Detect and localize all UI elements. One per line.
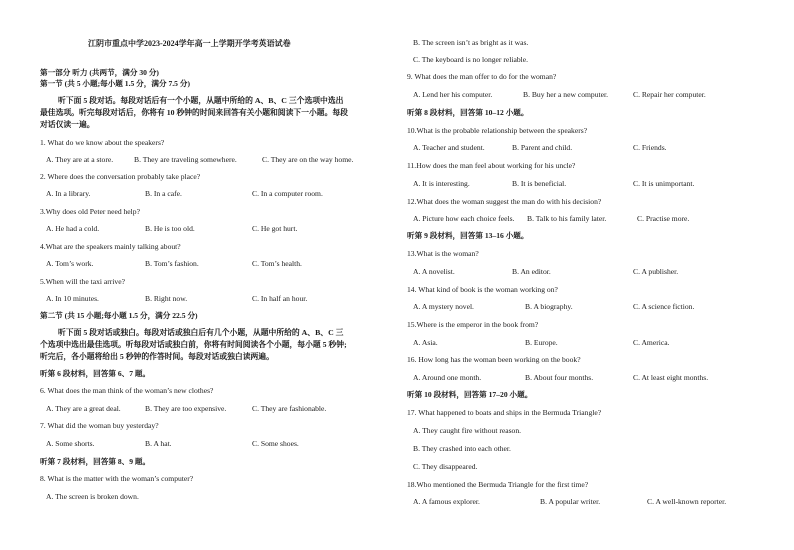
option-a: A. Asia.: [413, 338, 438, 347]
option-b: B. He is too old.: [145, 224, 195, 233]
question-stem: 8. What is the matter with the woman’s computer?: [40, 474, 194, 483]
question-stem: 15.Where is the emperor in the book from?: [407, 320, 539, 329]
exam-title: 江阴市重点中学2023-2024学年高一上学期开学考英语试卷: [88, 39, 291, 48]
option-b: B. Right now.: [145, 294, 188, 303]
question-stem: 3.Why does old Peter need help?: [40, 207, 140, 216]
option-b: B. Buy her a new computer.: [523, 90, 608, 99]
question-stem: 6. What does the man think of the woman’s new clothes?: [40, 386, 214, 395]
option-c: C. A publisher.: [633, 267, 679, 276]
section2-instructions-line: 听完后，各小题将给出 5 秒钟的作答时间。每段对话或独白读两遍。: [40, 352, 274, 361]
question-stem: 7. What did the woman buy yesterday?: [40, 421, 159, 430]
option-a: A. The screen is broken down.: [46, 492, 139, 501]
option-b: B. Talk to his family later.: [527, 214, 607, 223]
option-b: B. The screen isn’t as bright as it was.: [413, 38, 529, 47]
section1-instructions-line: 最佳选项。听完每段对话后，你将有 10 秒钟的时间来回答有关小题和阅读下一小题。每段: [40, 108, 348, 117]
question-stem: 4.What are the speakers mainly talking about?: [40, 242, 181, 251]
option-a: A. They are at a store.: [46, 155, 114, 164]
option-a: A. Some shorts.: [46, 439, 95, 448]
option-c: C. America.: [633, 338, 670, 347]
option-c: C. In half an hour.: [252, 294, 308, 303]
option-c: C. They are on the way home.: [262, 155, 354, 164]
option-a: A. Teacher and student.: [413, 143, 485, 152]
option-b: B. They are traveling somewhere.: [134, 155, 237, 164]
section1-instructions-line: 对话仅读一遍。: [40, 120, 95, 129]
option-b: B. An editor.: [512, 267, 551, 276]
option-b: B. They are too expensive.: [145, 404, 227, 413]
option-a: A. A famous explorer.: [413, 497, 480, 506]
option-c: C. Friends.: [633, 143, 667, 152]
question-stem: 14. What kind of book is the woman working on?: [407, 285, 558, 294]
question-stem: 16. How long has the woman been working on the book?: [407, 355, 581, 364]
option-c: C. He got hurt.: [252, 224, 298, 233]
option-c: C. In a computer room.: [252, 189, 323, 198]
section2-instructions-line: 听下面 5 段对话或独白。每段对话或独白后有几个小题，从题中所给的 A、B、C 三: [58, 328, 344, 337]
option-c: C. A well-known reporter.: [647, 497, 727, 506]
question-stem: 11.How does the man feel about working for his uncle?: [407, 161, 576, 170]
option-c: C. The keyboard is no longer reliable.: [413, 55, 528, 64]
group-heading: 听第 10 段材料，回答第 17–20 小题。: [407, 390, 533, 399]
option-c: C. A science fiction.: [633, 302, 695, 311]
option-a: A. In 10 minutes.: [46, 294, 99, 303]
option-b: B. In a cafe.: [145, 189, 182, 198]
question-stem: 9. What does the man offer to do for the woman?: [407, 72, 557, 81]
option-a: A. It is interesting.: [413, 179, 470, 188]
option-a: A. Around one month.: [413, 373, 482, 382]
option-c: C. It is unimportant.: [633, 179, 695, 188]
question-stem: 5.When will the taxi arrive?: [40, 277, 125, 286]
option-c: C. Some shoes.: [252, 439, 299, 448]
question-stem: 18.Who mentioned the Bermuda Triangle for the first time?: [407, 480, 589, 489]
option-c: C. Tom’s health.: [252, 259, 302, 268]
option-a: A. Lend her his computer.: [413, 90, 493, 99]
part1-heading: 第一部分 听力 (共两节，满分 30 分): [40, 68, 159, 77]
option-a: A. In a library.: [46, 189, 91, 198]
group-heading: 听第 6 段材料，回答第 6、7 题。: [40, 369, 151, 378]
option-c: C. Practise more.: [637, 214, 690, 223]
option-c: C. They disappeared.: [413, 462, 478, 471]
option-c: C. They are fashionable.: [252, 404, 327, 413]
section2-heading: 第二节 (共 15 小题;每小题 1.5 分，满分 22.5 分): [40, 311, 198, 320]
section1-heading: 第一节 (共 5 小题;每小题 1.5 分，满分 7.5 分): [40, 79, 190, 88]
option-b: B. Europe.: [525, 338, 558, 347]
option-a: A. A novelist.: [413, 267, 455, 276]
question-stem: 2. Where does the conversation probably take place?: [40, 172, 201, 181]
option-a: A. Picture how each choice feels.: [413, 214, 515, 223]
option-b: B. Tom’s fashion.: [145, 259, 199, 268]
option-b: B. About four months.: [525, 373, 594, 382]
option-b: B. It is beneficial.: [512, 179, 567, 188]
option-c: C. Repair her computer.: [633, 90, 706, 99]
option-a: A. They caught fire without reason.: [413, 426, 522, 435]
option-b: B. A popular writer.: [540, 497, 601, 506]
section2-instructions-line: 个选项中选出最佳选项。听每段对话或独白前，你将有时间阅读各个小题，每小题 5 秒钟;: [40, 340, 347, 349]
option-a: A. Tom’s work.: [46, 259, 94, 268]
group-heading: 听第 8 段材料，回答第 10–12 小题。: [407, 108, 529, 117]
question-stem: 1. What do we know about the speakers?: [40, 138, 165, 147]
question-stem: 12.What does the woman suggest the man do with his decision?: [407, 197, 602, 206]
option-b: B. A hat.: [145, 439, 172, 448]
option-c: C. At least eight months.: [633, 373, 709, 382]
group-heading: 听第 7 段材料，回答第 8、9 题。: [40, 457, 151, 466]
question-stem: 10.What is the probable relationship between the speakers?: [407, 126, 588, 135]
option-a: A. He had a cold.: [46, 224, 100, 233]
question-stem: 17. What happened to boats and ships in the Bermuda Triangle?: [407, 408, 602, 417]
group-heading: 听第 9 段材料，回答第 13–16 小题。: [407, 231, 529, 240]
option-b: B. They crashed into each other.: [413, 444, 511, 453]
option-b: B. Parent and child.: [512, 143, 573, 152]
section1-instructions-line: 听下面 5 段对话。每段对话后有一个小题，从题中所给的 A、B、C 三个选项中选出: [58, 96, 344, 105]
option-a: A. A mystery novel.: [413, 302, 474, 311]
option-b: B. A biography.: [525, 302, 573, 311]
question-stem: 13.What is the woman?: [407, 249, 479, 258]
option-a: A. They are a great deal.: [46, 404, 121, 413]
